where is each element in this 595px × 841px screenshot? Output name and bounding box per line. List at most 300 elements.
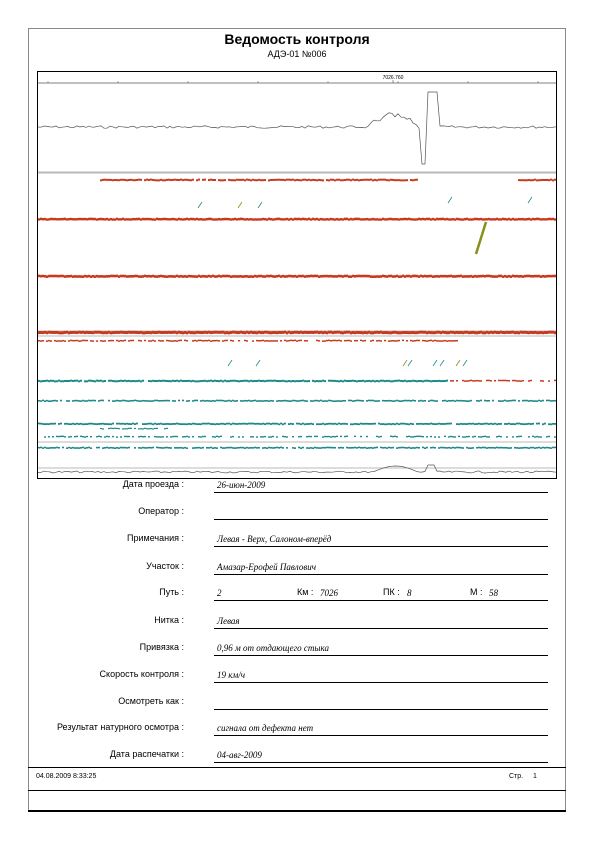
teal-echo-band <box>80 380 82 382</box>
red-rail-band <box>528 218 530 220</box>
red-rail-band <box>478 331 480 334</box>
result-underline <box>214 735 548 736</box>
red-echo-band <box>450 380 452 382</box>
teal-echo-band <box>450 400 452 402</box>
teal-echo-band <box>426 380 428 382</box>
red-rail-band <box>236 275 238 278</box>
red-echo-band <box>140 179 142 181</box>
red-rail-band <box>542 218 544 220</box>
teal-scatter-band <box>534 436 536 437</box>
teal-echo-band <box>430 400 432 402</box>
red-rail-band <box>298 218 300 220</box>
red-rail-band <box>408 331 410 334</box>
teal-echo-band <box>90 400 92 402</box>
teal-echo-band <box>300 447 302 449</box>
red-rail-band <box>222 331 224 334</box>
red-rail-band <box>500 218 502 220</box>
red-rail-band <box>534 331 536 334</box>
red-echo-band <box>362 179 364 181</box>
red-rail-band <box>524 275 526 278</box>
red-rail-band <box>242 218 244 220</box>
teal-echo-band <box>192 380 194 382</box>
red-rail-band <box>192 331 194 334</box>
teal-scatter-band <box>154 436 156 437</box>
teal-echo-band <box>130 380 132 382</box>
teal-echo-band <box>498 447 500 449</box>
red-rail-band <box>554 275 556 278</box>
red-rail-band <box>526 275 528 278</box>
red-rail-band <box>486 331 488 334</box>
teal-echo-band <box>344 400 346 402</box>
operator-label: Оператор : <box>138 506 184 516</box>
red-rail-band <box>544 331 546 334</box>
red-echo-band <box>536 179 538 181</box>
red-rail-band <box>238 331 240 334</box>
red-rail-band <box>518 218 520 220</box>
teal-echo-band <box>552 400 554 402</box>
red-echo-band <box>386 179 388 181</box>
red-rail-band <box>434 218 436 220</box>
red-rail-band <box>522 331 524 334</box>
red-rail-band <box>404 218 406 220</box>
red-echo-band <box>394 179 396 181</box>
red-echo-band <box>138 179 140 181</box>
teal-echo-band <box>314 400 316 402</box>
teal-echo-band <box>288 423 290 425</box>
red-dashed-band <box>208 340 210 342</box>
teal-echo-band <box>492 447 494 449</box>
teal-echo-band <box>446 423 448 425</box>
red-rail-band <box>144 218 146 220</box>
red-rail-band <box>276 218 278 220</box>
red-echo-band <box>302 179 304 181</box>
teal-scatter-band <box>308 436 310 437</box>
teal-echo-band <box>100 400 102 402</box>
teal-echo-band <box>372 447 374 449</box>
teal-echo-band <box>152 400 154 402</box>
red-echo-band <box>340 179 342 181</box>
teal-echo-band <box>182 380 184 382</box>
red-rail-band <box>268 275 270 278</box>
red-rail-band <box>172 275 174 278</box>
teal-echo-band <box>272 380 274 382</box>
red-rail-band <box>272 218 274 220</box>
red-rail-band <box>248 275 250 278</box>
teal-scatter-band <box>466 436 468 437</box>
teal-scatter-band <box>116 428 118 429</box>
teal-scatter-band <box>56 436 58 437</box>
red-rail-band <box>318 275 320 278</box>
red-dashed-band <box>42 340 44 342</box>
red-rail-band <box>322 275 324 278</box>
red-echo-band <box>192 179 194 181</box>
red-rail-band <box>390 218 392 220</box>
red-rail-band <box>448 275 450 278</box>
red-echo-band <box>336 179 338 181</box>
red-echo-band <box>288 179 290 181</box>
red-dashed-band <box>338 340 340 342</box>
teal-echo-band <box>446 400 448 402</box>
footer-bottom-divider <box>28 790 566 791</box>
red-dashed-band <box>260 340 262 342</box>
red-rail-band <box>110 275 112 278</box>
red-dashed-band <box>80 340 82 342</box>
teal-echo-band <box>390 400 392 402</box>
red-rail-band <box>114 218 116 220</box>
teal-echo-band <box>364 447 366 449</box>
red-echo-band <box>172 179 174 181</box>
notes-label: Примечания : <box>127 533 184 543</box>
teal-echo-band <box>478 423 480 425</box>
red-rail-band <box>330 218 332 220</box>
red-rail-band <box>484 275 486 278</box>
red-rail-band <box>420 331 422 334</box>
red-echo-band <box>170 179 172 181</box>
red-rail-band <box>256 331 258 334</box>
teal-echo-band <box>484 400 486 402</box>
red-rail-band <box>242 331 244 334</box>
red-rail-band <box>136 331 138 334</box>
teal-echo-band <box>498 400 500 402</box>
red-rail-band <box>204 275 206 278</box>
red-dashed-band <box>362 340 364 342</box>
red-dashed-band <box>108 340 110 342</box>
red-rail-band <box>284 331 286 334</box>
teal-echo-band <box>236 380 238 382</box>
speed-value: 19 км/ч <box>217 670 245 680</box>
red-rail-band <box>86 275 88 278</box>
red-rail-band <box>540 218 542 220</box>
teal-scatter-band <box>100 428 102 429</box>
red-rail-band <box>380 218 382 220</box>
red-dashed-band <box>60 340 62 342</box>
teal-echo-band <box>348 400 350 402</box>
teal-echo-band <box>74 447 76 449</box>
red-rail-band <box>46 331 48 334</box>
teal-echo-band <box>290 380 292 382</box>
teal-echo-band <box>362 400 364 402</box>
red-rail-band <box>306 218 308 220</box>
red-rail-band <box>370 275 372 278</box>
red-rail-band <box>378 275 380 278</box>
teal-echo-band <box>196 423 198 425</box>
red-dashed-band <box>178 340 180 342</box>
teal-echo-band <box>104 380 106 382</box>
teal-echo-band <box>200 400 202 402</box>
teal-scatter-band <box>200 436 202 437</box>
red-rail-band <box>300 275 302 278</box>
red-rail-band <box>514 218 516 220</box>
red-dashed-band <box>356 340 358 342</box>
red-rail-band <box>100 275 102 278</box>
red-dashed-band <box>326 340 328 342</box>
teal-echo-band <box>438 380 440 382</box>
red-rail-band <box>114 331 116 334</box>
red-echo-band <box>380 179 382 181</box>
teal-scatter-band <box>516 436 518 437</box>
teal-scatter-band <box>156 436 158 437</box>
red-rail-band <box>280 275 282 278</box>
teal-scatter-band <box>104 436 106 437</box>
teal-scatter-band <box>124 436 126 437</box>
teal-echo-band <box>428 423 430 425</box>
teal-scatter-band <box>106 436 108 437</box>
red-rail-band <box>64 218 66 220</box>
red-dashed-band <box>372 340 374 342</box>
teal-echo-band <box>500 447 502 449</box>
red-echo-band <box>232 179 234 181</box>
red-rail-band <box>92 218 94 220</box>
teal-echo-band <box>176 380 178 382</box>
red-dashed-band <box>418 340 420 342</box>
teal-echo-band <box>186 400 188 402</box>
teal-echo-band <box>356 400 358 402</box>
red-echo-band <box>354 179 356 181</box>
red-echo-band <box>512 380 514 382</box>
red-rail-band <box>474 275 476 278</box>
red-rail-band <box>120 275 122 278</box>
red-rail-band <box>90 218 92 220</box>
teal-echo-band <box>148 380 150 382</box>
red-echo-band <box>270 179 272 181</box>
red-rail-band <box>194 218 196 220</box>
teal-echo-band <box>256 400 258 402</box>
teal-echo-band <box>234 380 236 382</box>
red-rail-band <box>76 275 78 278</box>
teal-scatter-band <box>238 436 240 437</box>
teal-echo-band <box>512 400 514 402</box>
red-rail-band <box>154 275 156 278</box>
red-rail-band <box>212 275 214 278</box>
date-value: 26-июн-2009 <box>217 480 266 490</box>
teal-echo-band <box>110 447 112 449</box>
teal-scatter-band <box>152 428 154 429</box>
red-rail-band <box>500 275 502 278</box>
notes-value: Левая - Верх, Салоном-вперёд <box>217 534 332 544</box>
red-dashed-band <box>152 340 154 342</box>
teal-echo-band <box>518 423 520 425</box>
red-rail-band <box>64 331 66 334</box>
red-echo-band <box>166 179 168 181</box>
teal-echo-band <box>220 447 222 449</box>
teal-echo-band <box>350 447 352 449</box>
red-dashed-band <box>296 340 298 342</box>
red-dashed-band <box>194 340 196 342</box>
red-rail-band <box>432 218 434 220</box>
teal-echo-band <box>220 423 222 425</box>
red-echo-band <box>148 179 150 181</box>
red-echo-band <box>234 179 236 181</box>
red-rail-band <box>174 275 176 278</box>
red-rail-band <box>432 275 434 278</box>
teal-echo-band <box>70 380 72 382</box>
red-echo-band <box>306 179 308 181</box>
teal-echo-band <box>242 380 244 382</box>
red-dashed-band <box>54 340 56 342</box>
red-echo-band <box>382 179 384 181</box>
red-rail-band <box>444 331 446 334</box>
teal-echo-band <box>314 447 316 449</box>
teal-scatter-band <box>482 436 484 437</box>
red-dashed-band <box>446 340 448 342</box>
red-rail-band <box>164 275 166 278</box>
teal-echo-band <box>114 380 116 382</box>
red-rail-band <box>164 218 166 220</box>
red-dashed-band <box>328 340 330 342</box>
red-rail-band <box>200 331 202 334</box>
red-rail-band <box>388 275 390 278</box>
red-rail-band <box>262 331 264 334</box>
teal-echo-band <box>278 447 280 449</box>
red-rail-band <box>122 218 124 220</box>
red-rail-band <box>500 331 502 334</box>
echo-mark <box>408 360 412 366</box>
red-echo-band <box>350 179 352 181</box>
teal-echo-band <box>256 423 258 425</box>
teal-echo-band <box>276 423 278 425</box>
teal-echo-band <box>282 400 284 402</box>
teal-echo-band <box>222 447 224 449</box>
teal-echo-band <box>40 380 42 382</box>
red-rail-band <box>552 218 554 220</box>
red-rail-band <box>280 218 282 220</box>
teal-echo-band <box>434 380 436 382</box>
teal-echo-band <box>216 380 218 382</box>
teal-echo-band <box>554 400 556 402</box>
red-rail-band <box>118 275 120 278</box>
teal-echo-band <box>414 380 416 382</box>
teal-echo-band <box>310 423 312 425</box>
teal-echo-band <box>86 447 88 449</box>
red-rail-band <box>62 331 64 334</box>
red-echo-band <box>242 179 244 181</box>
teal-echo-band <box>102 423 104 425</box>
red-rail-band <box>316 275 318 278</box>
teal-echo-band <box>112 380 114 382</box>
teal-scatter-band <box>62 436 64 437</box>
teal-scatter-band <box>464 436 466 437</box>
red-rail-band <box>54 218 56 220</box>
red-echo-band <box>384 179 386 181</box>
teal-echo-band <box>142 423 144 425</box>
red-rail-band <box>264 275 266 278</box>
teal-echo-band <box>220 400 222 402</box>
red-echo-band <box>154 179 156 181</box>
red-rail-band <box>364 275 366 278</box>
teal-echo-band <box>406 400 408 402</box>
red-echo-band <box>452 380 454 382</box>
red-rail-band <box>170 331 172 334</box>
teal-echo-band <box>70 447 72 449</box>
red-rail-band <box>312 331 314 334</box>
teal-echo-band <box>332 380 334 382</box>
red-rail-band <box>510 331 512 334</box>
red-dashed-band <box>414 340 416 342</box>
teal-echo-band <box>546 447 548 449</box>
red-rail-band <box>128 331 130 334</box>
teal-echo-band <box>356 380 358 382</box>
red-echo-band <box>508 380 510 382</box>
teal-echo-band <box>94 380 96 382</box>
teal-echo-band <box>388 400 390 402</box>
teal-echo-band <box>422 380 424 382</box>
red-rail-band <box>332 331 334 334</box>
teal-echo-band <box>546 400 548 402</box>
red-rail-band <box>462 331 464 334</box>
page-title: Ведомость контроля <box>224 31 370 47</box>
red-rail-band <box>542 275 544 278</box>
teal-echo-band <box>114 447 116 449</box>
teal-echo-band <box>374 447 376 449</box>
teal-scatter-band <box>100 436 102 437</box>
red-rail-band <box>532 275 534 278</box>
red-dashed-band <box>444 340 446 342</box>
teal-echo-band <box>420 423 422 425</box>
teal-echo-band <box>320 400 322 402</box>
red-rail-band <box>70 331 72 334</box>
red-rail-band <box>388 331 390 334</box>
red-echo-band <box>402 179 404 181</box>
red-rail-band <box>428 218 430 220</box>
teal-echo-band <box>120 400 122 402</box>
teal-echo-band <box>108 380 110 382</box>
teal-echo-band <box>456 447 458 449</box>
red-rail-band <box>112 275 114 278</box>
teal-scatter-band <box>268 436 270 437</box>
teal-scatter-band <box>108 436 110 437</box>
red-echo-band <box>356 179 358 181</box>
teal-scatter-band <box>144 436 146 437</box>
teal-scatter-band <box>218 436 220 437</box>
red-dashed-band <box>214 340 216 342</box>
red-rail-band <box>372 275 374 278</box>
teal-echo-band <box>200 380 202 382</box>
teal-echo-band <box>328 400 330 402</box>
teal-scatter-band <box>260 436 262 437</box>
teal-echo-band <box>458 400 460 402</box>
red-rail-band <box>300 218 302 220</box>
teal-scatter-band <box>546 436 548 437</box>
red-rail-band <box>174 218 176 220</box>
red-dashed-band <box>172 340 174 342</box>
teal-echo-band <box>72 423 74 425</box>
red-echo-band <box>366 179 368 181</box>
red-rail-band <box>360 218 362 220</box>
teal-echo-band <box>38 400 40 402</box>
red-rail-band <box>272 275 274 278</box>
red-rail-band <box>122 275 124 278</box>
red-rail-band <box>448 331 450 334</box>
red-rail-band <box>192 275 194 278</box>
teal-echo-band <box>442 447 444 449</box>
red-echo-band <box>502 380 504 382</box>
red-rail-band <box>464 275 466 278</box>
teal-echo-band <box>404 380 406 382</box>
red-dashed-band <box>402 340 404 342</box>
red-echo-band <box>280 179 282 181</box>
red-rail-band <box>120 331 122 334</box>
teal-echo-band <box>258 380 260 382</box>
teal-echo-band <box>232 380 234 382</box>
red-echo-band <box>134 179 136 181</box>
teal-scatter-band <box>276 436 278 437</box>
teal-echo-band <box>288 380 290 382</box>
teal-echo-band <box>424 380 426 382</box>
teal-echo-band <box>66 400 68 402</box>
teal-echo-band <box>50 380 52 382</box>
teal-echo-band <box>360 380 362 382</box>
teal-scatter-band <box>174 436 176 437</box>
